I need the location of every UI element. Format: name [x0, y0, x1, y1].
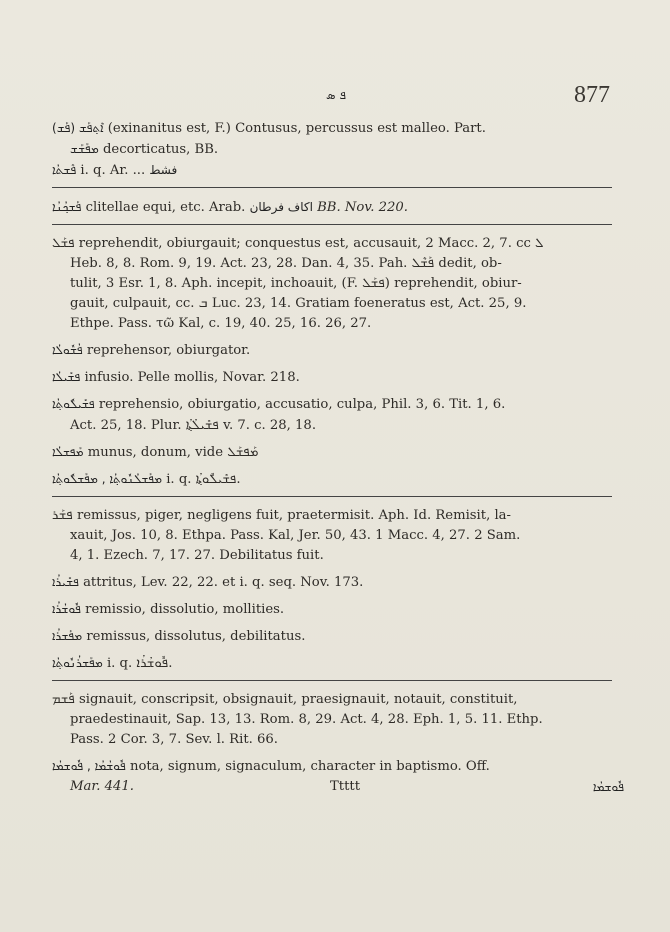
entry-line: Heb. 8, 8. Rom. 9, 19. Act. 23, 28. Dan. 4, 35. Pah. ܦܰܫܶܠ dedit, ob- [70, 256, 502, 271]
entry-line: ܦܫܰܪ remissus, piger, negligens fuit, praetermisit. Aph. Id. Remisit, la- [52, 508, 511, 523]
entry-text: attritus, Lev. 22, 22. et i. q. seq. Nov. 173. [83, 575, 364, 590]
entry-text: (exinanitus est, F.) Contusus, percussus est malleo. Part. [107, 121, 486, 136]
entry-signauit [52, 690, 632, 797]
entry-reference: Mar. 441. [70, 779, 134, 794]
entry-text: reprehensio, obiurgatio, accusatio, culpa, Phil. 3, 6. Tit. 1, 6. [98, 397, 506, 412]
syriac-word: ܡܰܦܫܠܳܐ [52, 445, 84, 459]
entry-exinanitus [52, 118, 632, 181]
syriac-word: ܦܫܺܝܪܳܐ [52, 575, 79, 589]
arabic-word: فشط [149, 163, 178, 177]
entry-line: 4, 1. Ezech. 7, 17. 27. Debilitatus fuit. [70, 548, 324, 563]
divider [52, 680, 612, 681]
entry-reprehendit [52, 234, 632, 490]
entry-text: infusio. Pelle mollis, Novar. 218. [84, 370, 300, 385]
entry-text: nota, signum, signaculum, character in baptismo. Off. [129, 759, 490, 774]
syriac-word: ܡܦܰܫܪܳܐ [52, 629, 83, 643]
entry-line: tulit, 3 Esr. 1, 8. Aph. incepit, inchoauit, (F. ܦܫܰܠ) reprehendit, obiur- [70, 276, 522, 291]
page-content [52, 118, 632, 797]
divider [52, 224, 612, 225]
entry-line: Pass. 2 Cor. 3, 7. Sev. l. Rit. 66. [70, 732, 278, 747]
entry-text: Act. 25, 18. Plur. ܦܫܺܝܠܳܬ݂ܳܐ v. 7. c. 28, 18. [70, 418, 317, 433]
entry-line: gauit, culpauit, cc. ܒ Luc. 23, 14. Gratiam foeneratus est, Act. 25, 9. [70, 296, 527, 311]
entry-line: Ethpe. Pass. τῶ Kal, c. 19, 40. 25, 16. 26, 27. [70, 316, 372, 331]
catchword: ܦܽܘܫܡܳܐ [592, 780, 624, 794]
syriac-word: ܦܶܫܬܳܐ [52, 163, 77, 177]
entry-line: ܦܫܰܠ reprehendit, obiurgauit; conquestus est, accusauit, 2 Macc. 2, 7. cc ܠ [52, 236, 544, 251]
entry-line: xauit, Jos. 10, 8. Ethpa. Pass. Kal, Jer. 50, 43. 1 Macc. 4, 27. 2 Sam. [70, 528, 521, 543]
entry-text: reprehensor, obiurgator. [86, 343, 251, 358]
divider [52, 187, 612, 188]
entry-text: remissio, dissolutio, mollities. [85, 602, 285, 617]
signature-mark: Ttttt [330, 779, 360, 794]
entry-text: munus, donum, vide ܡܰܦܫܰܠ [87, 445, 259, 460]
entry-text: clitellae equi, etc. Arab. [85, 200, 246, 215]
entry-text: i. q. ܦܫܺܝܠܽܘܬ݂ܳܐ. [166, 472, 241, 487]
entry-line: ܦܰܫܡ signauit, conscripsit, obsignauit, praesignauit, notauit, constituit, [52, 692, 518, 707]
syriac-word: ܡܦܰܫܰܫ [70, 142, 99, 156]
running-head: ܦ ܣ [326, 88, 346, 102]
entry-text: decorticatus, BB. [102, 142, 219, 157]
divider [52, 496, 612, 497]
page-number: 877 [574, 82, 610, 108]
page-header [0, 82, 670, 112]
syriac-word: ܡܦܰܫܠܳܢܽܘܬ݂ܳܐ , ܡܦܰܫܠܽܘܬ݂ܳܐ [52, 472, 163, 486]
entry-text: i. q. Ar. ... [80, 163, 146, 178]
syriac-headword: (ܦܰܫ) ܐܶܬ݂ܦܰܫ [52, 121, 104, 135]
syriac-headword: ܦܰܫܟ݂ܳܢܳܐ [52, 200, 82, 214]
syriac-word: ܦܽܘܫܳܪܳܐ [52, 602, 81, 616]
entry-reference: BB. Nov. 220. [317, 200, 408, 215]
entry-line: praedestinauit, Sap. 13, 13. Rom. 8, 29. Act. 4, 28. Eph. 1, 5. 11. Ethp. [70, 712, 543, 727]
syriac-word: ܦܫܺܝܠܽܘܬ݂ܳܐ [52, 397, 95, 411]
entry-text: remissus, dissolutus, debilitatus. [86, 629, 306, 644]
syriac-word: ܦܽܘܫܳܡܳܐ , ܦܽܘܫܡܳܐ [52, 759, 126, 773]
entry-clitellae [52, 197, 632, 218]
entry-text: i. q. ܦܽܘܫܳܪܳܐ. [106, 656, 173, 671]
syriac-word: ܦܫܺܝܠܳܐ [52, 370, 81, 384]
syriac-word: ܡܦܰܫܪܳܢܽܘܬ݂ܳܐ [52, 656, 103, 670]
entry-remissus [52, 506, 632, 674]
syriac-word: ܦܳܫܽܘܠܳܐ [52, 343, 83, 357]
arabic-word: اكاف فرطان [249, 200, 313, 214]
